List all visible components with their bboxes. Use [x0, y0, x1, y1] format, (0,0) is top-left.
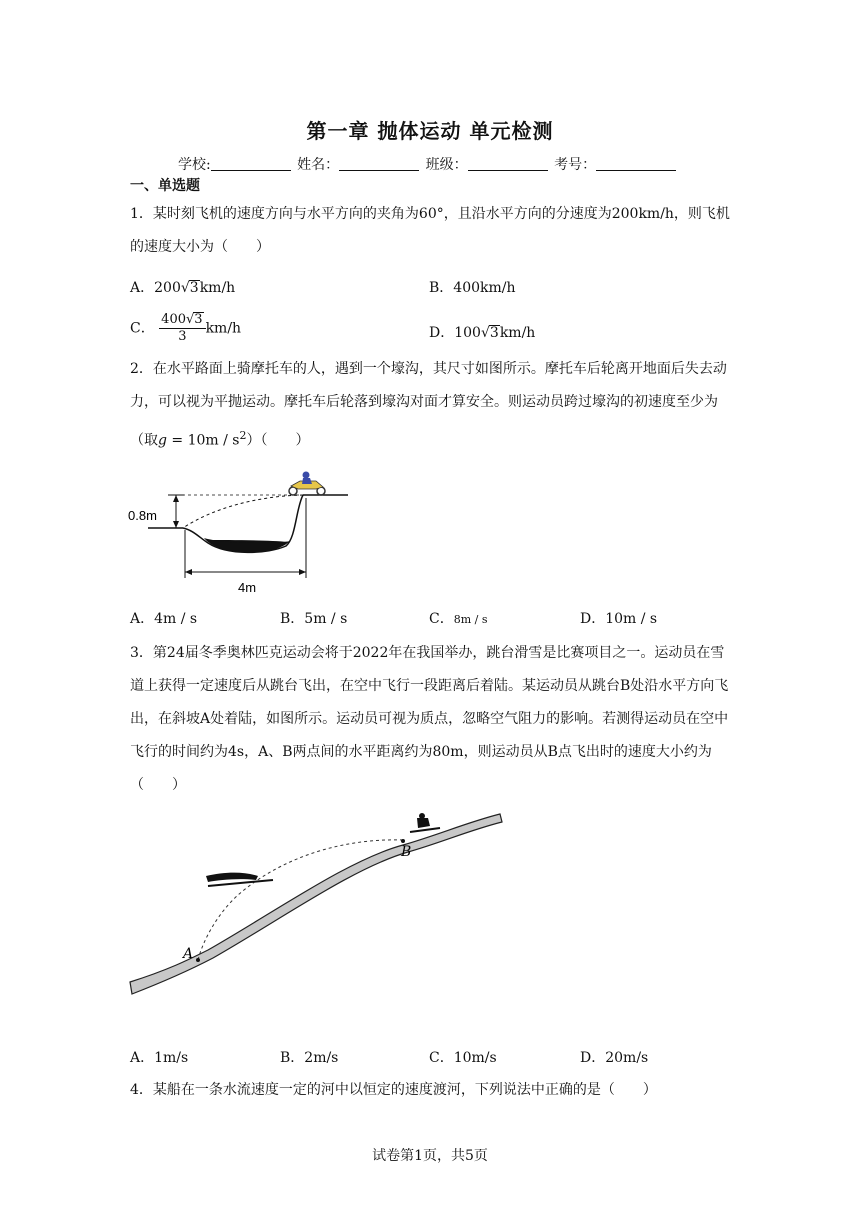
q1-option-d[interactable]: [429, 322, 535, 342]
class-blank[interactable]: [468, 156, 548, 171]
motorcycle-icon: [289, 472, 325, 496]
school-blank[interactable]: [211, 156, 291, 171]
name-label: 姓名：: [297, 157, 340, 173]
q1-option-c[interactable]: [130, 312, 241, 345]
student-info-line: [178, 154, 678, 174]
q2-c-value: 8m / s: [453, 613, 488, 626]
q2-option-b[interactable]: B．5m / s: [280, 611, 348, 627]
page-footer: 试卷第1页，共5页: [372, 1148, 488, 1164]
page-title: 第一章 抛体运动 单元检测: [306, 119, 554, 143]
q1-d-coef: 100: [454, 325, 481, 341]
q1-a-coef: 200: [154, 280, 181, 296]
q1-c-unit: km/h: [205, 320, 242, 337]
class-label: 班级：: [425, 157, 468, 173]
q1-a-root: 3: [189, 280, 199, 296]
q2-option-d[interactable]: D．10m / s: [580, 611, 658, 627]
q3-option-c[interactable]: C．10m/s: [429, 1050, 497, 1066]
height-label: 0.8m: [128, 508, 157, 523]
q2-c-label: C．: [429, 611, 454, 627]
question-2-text: [130, 353, 730, 458]
sqrt-icon: √: [186, 312, 195, 327]
q2-option-a[interactable]: A．4m / s: [130, 611, 198, 627]
point-a-label: A: [183, 946, 194, 962]
q2-option-c[interactable]: [429, 608, 488, 628]
q3-option-b[interactable]: B．2m/s: [280, 1050, 339, 1066]
width-label: 4m: [238, 580, 257, 595]
q1-a-unit: km/h: [199, 280, 236, 296]
point-b-label: B: [401, 844, 412, 860]
q3-option-d[interactable]: D．20m/s: [580, 1050, 649, 1066]
q1-d-label: D．: [429, 325, 455, 341]
q2-text-c: ）（ ）: [246, 432, 310, 449]
question-4-text: 4．某船在一条水流速度一定的河中以恒定的速度渡河，下列说法中正确的是（ ）: [130, 1082, 657, 1098]
q1-d-root: 3: [489, 325, 499, 341]
q1-c-root: 3: [194, 312, 203, 327]
exam-no-blank[interactable]: [596, 156, 676, 171]
skier-standing-icon: [410, 813, 440, 832]
question-3-text: 3．第24届冬季奥林匹克运动会将于2022年在我国举办，跳台滑雪是比赛项目之一。运动员在雪道上获得一定速度后从跳台飞出，在空中飞行一段距离后着陆。某运动员从跳台B处沿水平方向飞出，在斜坡A处着陆，如图所示。运动员可视为质点，忽略空气阻力的影响。若测得运动员在空中飞行的时间约为4s，A、B两点间的水平距离约为80m，则运动员从B点飞出时的速度大小约为（ ）: [130, 645, 729, 793]
name-blank[interactable]: [339, 156, 419, 171]
sqrt-icon: √: [480, 325, 490, 341]
q1-option-b[interactable]: B．400km/h: [429, 280, 516, 296]
school-label: 学校:: [178, 157, 211, 173]
section-heading: 一、单选题: [130, 178, 200, 194]
q1-a-label: A．: [130, 280, 155, 296]
question-1-text: 1．某时刻飞机的速度方向与水平方向的夹角为60°，且沿水平方向的分速度为200km/h，则飞机的速度大小为（ ）: [130, 206, 730, 255]
q1-c-den: 3: [178, 329, 187, 344]
sqrt-icon: √: [180, 280, 190, 296]
ditch-figure: [128, 468, 358, 598]
q1-d-unit: km/h: [499, 325, 536, 341]
q2-g-exponent: 2: [239, 429, 247, 442]
q1-c-label: C．: [130, 320, 155, 337]
q1-c-num: 400: [161, 312, 186, 327]
q2-g-symbol: g: [158, 432, 167, 449]
q1-option-a[interactable]: [130, 277, 235, 297]
q2-text-a: 2．在水平路面上骑摩托车的人，遇到一个壕沟，其尺寸如图所示。摩托车后轮离开地面后失去动力，可以视为平抛运动。摩托车后轮落到壕沟对面才算安全。则运动员跨过壕沟的初速度至少为（取: [130, 361, 727, 449]
exam-no-label: 考号：: [554, 157, 597, 173]
ski-jump-figure: [128, 810, 508, 1005]
q1-c-fraction: [159, 312, 205, 345]
skier-flying-icon: [206, 873, 273, 886]
q2-g-value: = 10m / s: [166, 432, 240, 449]
q3-option-a[interactable]: A．1m/s: [130, 1050, 189, 1066]
